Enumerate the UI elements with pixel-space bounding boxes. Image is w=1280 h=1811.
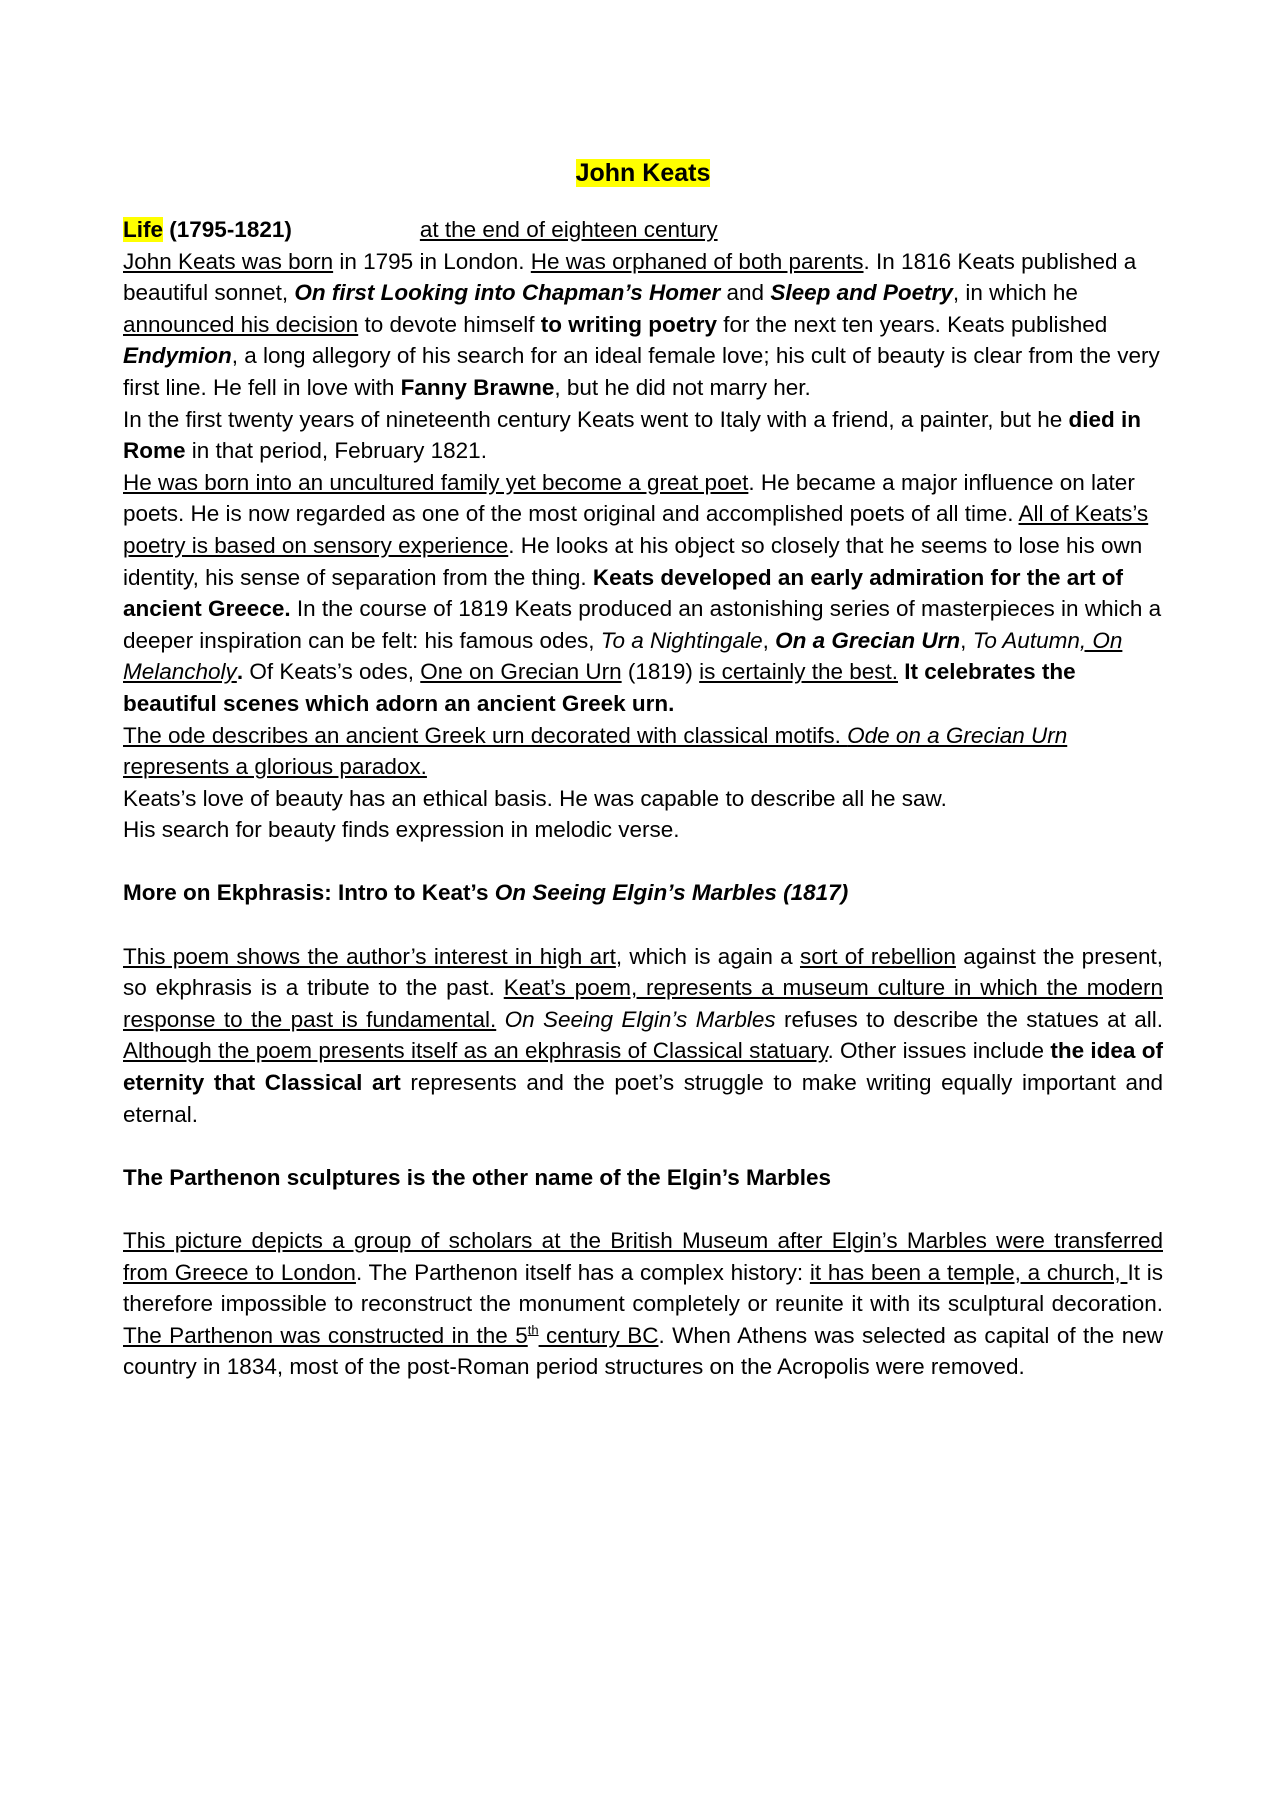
work-title: To Autumn bbox=[972, 627, 1080, 653]
text-span: , in which he bbox=[952, 280, 1078, 306]
text-span: refuses to describe the statues at all. bbox=[775, 1006, 1163, 1032]
life-note: at the end of eighteen century bbox=[419, 217, 718, 242]
text-span: is certainly the best. bbox=[699, 659, 899, 685]
text-span: sort of rebellion bbox=[799, 943, 956, 969]
blank-line bbox=[123, 1193, 1163, 1225]
document-page bbox=[123, 150, 1163, 1383]
life-heading bbox=[123, 214, 1163, 246]
text-span: , but he did not marry her. bbox=[554, 374, 811, 400]
text-span: died in Rome bbox=[123, 406, 1142, 464]
superscript: th bbox=[527, 1322, 539, 1338]
text-span: All of Keats’s poetry is based on sensory experience bbox=[123, 501, 1149, 558]
paragraph-parthenon bbox=[123, 1225, 1163, 1383]
text-span: in that period, February 1821. bbox=[185, 438, 487, 464]
text-span: , bbox=[762, 627, 776, 653]
life-label: Life bbox=[123, 217, 164, 242]
work-title: On first Looking into Chapman’s Homer bbox=[294, 280, 721, 306]
text-span: . He became a major influence on later poets. He is now regarded as one of the most original and accomplished poets of all time. bbox=[123, 469, 1135, 527]
text-span bbox=[496, 1007, 504, 1032]
work-title: On Seeing Elgin’s Marbles bbox=[504, 1006, 776, 1032]
text-span: to writing poetry bbox=[540, 311, 718, 337]
work-title: On Seeing Elgin’s Marbles (1817) bbox=[494, 880, 849, 906]
paragraph-beauty: Keats’s love of beauty has an ethical basis. He was capable to describe all he saw. bbox=[123, 785, 947, 811]
work-title: On a Grecian Urn bbox=[775, 627, 961, 653]
title-highlight: John Keats bbox=[575, 159, 711, 187]
text-span: , bbox=[960, 627, 973, 653]
text-span: More on Ekphrasis: Intro to Keat’s bbox=[123, 880, 495, 906]
section-heading-ekphrasis bbox=[123, 877, 1163, 909]
text-span: for the next ten years. Keats published bbox=[717, 311, 1108, 337]
blank-line bbox=[123, 846, 1163, 878]
text-span: . The Parthenon itself has a complex history: bbox=[355, 1259, 810, 1285]
text-span: John Keats was born bbox=[123, 248, 334, 274]
paragraph-ode bbox=[123, 720, 1163, 783]
text-span: represents a glorious paradox. bbox=[123, 754, 427, 780]
text-span: He was born into an uncultured family yet become a great poet bbox=[123, 469, 749, 495]
paragraph-influence bbox=[123, 467, 1163, 720]
blank-line bbox=[123, 1130, 1163, 1162]
text-span: announced his decision bbox=[123, 311, 359, 337]
paragraph-ekphrasis bbox=[123, 941, 1163, 1131]
text-span: It celebrates the beautiful scenes which adorn an ancient Greek urn. bbox=[123, 659, 1076, 716]
text-span: Of Keats’s odes, bbox=[243, 659, 421, 685]
text-span: In the first twenty years of nineteenth century Keats went to Italy with a friend, a painter, but he bbox=[123, 406, 1069, 432]
blank-line bbox=[123, 909, 1163, 941]
text-span: Keat’s poem, represents a museum culture in which the modern response to the past is fundamental. bbox=[123, 975, 1163, 1032]
section-heading-parthenon: The Parthenon sculptures is the other name of the Elgin’s Marbles bbox=[123, 1164, 832, 1190]
text-span: . Other issues include bbox=[827, 1038, 1051, 1064]
text-span: One on Grecian Urn bbox=[420, 659, 622, 685]
text-span: Keats developed an early admiration for the art of ancient Greece. bbox=[123, 564, 1123, 622]
text-span: The ode describes an ancient Greek urn decorated with classical motifs. bbox=[123, 722, 848, 748]
text-span: . He looks at his object so closely that he seems to lose his own identity, his sense of separation from the thing. bbox=[123, 532, 1143, 590]
text-span: This poem shows the author’s interest in high art bbox=[123, 943, 616, 969]
text-span: The Parthenon was constructed in the 5 bbox=[123, 1322, 528, 1348]
text-span: (1819) bbox=[621, 659, 700, 685]
text-span: . bbox=[236, 659, 244, 685]
text-span: represents and the poet’s struggle to make writing equally important and eternal. bbox=[123, 1070, 1163, 1127]
page-title bbox=[123, 156, 1163, 190]
paragraph-death bbox=[123, 404, 1163, 467]
text-span: In the course of 1819 Keats produced an astonishing series of masterpieces in which a deeper inspiration can be felt: his famous odes, bbox=[123, 596, 1162, 653]
text-span: . When Athens was selected as capital of the new country in 1834, most of the post-Roman period structures on the Acropolis were removed. bbox=[123, 1322, 1163, 1380]
text-span: century BC bbox=[538, 1322, 659, 1348]
text-span: This picture depicts a group of scholars at the British Museum after Elgin’s Marbles were transferred from Greece to London bbox=[123, 1228, 1163, 1285]
text-span: the idea of eternity that Classical art bbox=[123, 1038, 1164, 1096]
text-span: against the present, so ekphrasis is a tribute to the past. bbox=[123, 943, 1163, 1001]
paragraph-verse: His search for beauty finds expression in melodic verse. bbox=[123, 817, 680, 843]
text-span: it has been a temple, a church, bbox=[809, 1259, 1128, 1285]
text-span: It is therefore impossible to reconstruct the monument completely or reunite it with its sculptural decoration. bbox=[123, 1259, 1163, 1317]
work-title: To a Nightingale bbox=[600, 627, 763, 653]
text-span: , which is again a bbox=[615, 943, 800, 969]
paragraph-biography bbox=[123, 246, 1163, 404]
text-span: . In 1816 Keats published a beautiful sonnet, bbox=[123, 248, 1137, 306]
text-span: in 1795 in London. bbox=[333, 248, 531, 274]
text-span: to devote himself bbox=[358, 311, 541, 337]
text-span: Fanny Brawne bbox=[400, 374, 555, 400]
work-title: , On Melancholy bbox=[123, 627, 1123, 685]
life-dates: (1795-1821) bbox=[163, 217, 292, 242]
work-title: Ode on a Grecian Urn bbox=[847, 722, 1068, 748]
work-title: Sleep and Poetry bbox=[770, 280, 953, 306]
text-span: and bbox=[720, 280, 771, 306]
text-span: Although the poem presents itself as an ekphrasis of Classical statuary bbox=[123, 1038, 828, 1064]
text-span: , a long allegory of his search for an ideal female love; his cult of beauty is clear from the very first line. He fell in love with bbox=[123, 343, 1160, 400]
text-span: He was orphaned of both parents bbox=[530, 248, 864, 274]
work-title: Endymion bbox=[123, 343, 232, 369]
